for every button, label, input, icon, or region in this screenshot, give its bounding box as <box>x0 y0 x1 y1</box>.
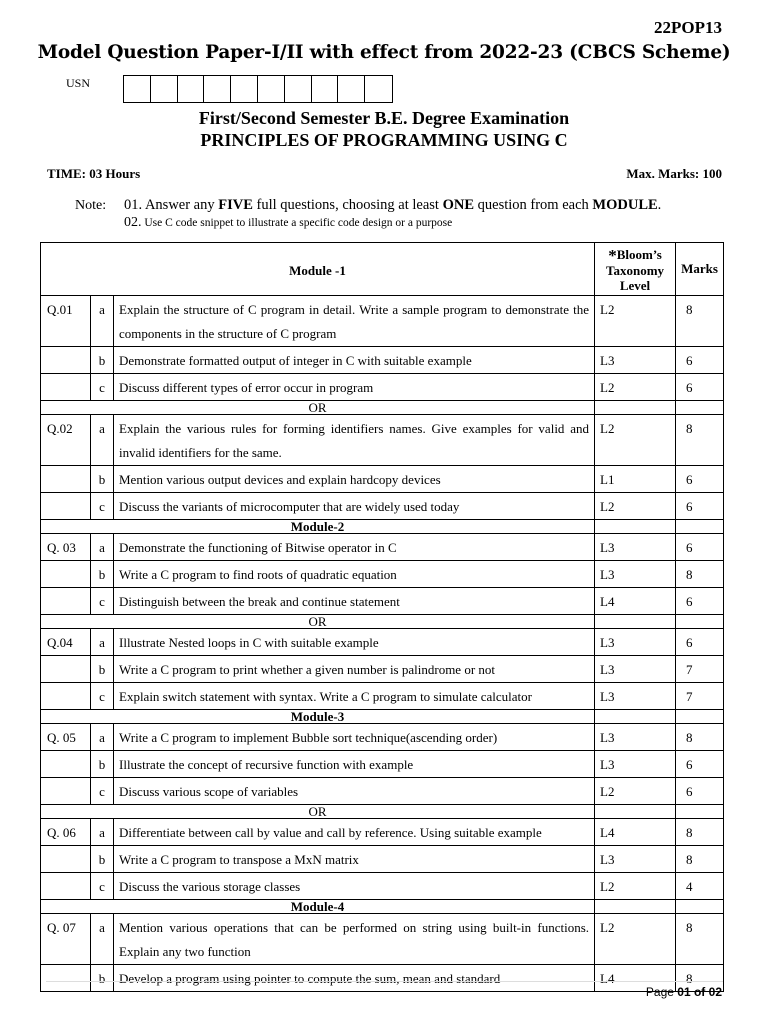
usn-box <box>204 76 231 102</box>
note-1-emphasis-one: ONE <box>442 197 475 213</box>
table-row <box>41 374 724 401</box>
question-text: Write a C program to print whether a given number is palindrome or not <box>114 656 595 683</box>
sub-question: b <box>91 347 114 374</box>
blooms-heading-line: Taxonomy <box>605 263 665 278</box>
question-number <box>41 683 91 710</box>
blooms-level: L3 <box>595 724 676 751</box>
module-4-divider: Module-4 <box>41 900 595 914</box>
sub-question: c <box>91 873 114 900</box>
table-row <box>41 415 724 466</box>
blooms-heading-line: Bloom’s <box>616 247 662 262</box>
marks: 6 <box>676 347 724 374</box>
marks: 6 <box>676 751 724 778</box>
question-text: Write a C program to find roots of quadratic equation <box>114 561 595 588</box>
usn-box <box>258 76 285 102</box>
table-row <box>41 534 724 561</box>
marks: 6 <box>676 778 724 805</box>
page-total: 02 <box>708 985 722 999</box>
question-number <box>41 751 91 778</box>
blooms-star: * <box>608 246 617 265</box>
table-row <box>41 683 724 710</box>
or-divider: OR <box>41 615 595 629</box>
exam-heading <box>0 107 768 151</box>
table-row <box>41 493 724 520</box>
question-text: Differentiate between call by value and call by reference. Using suitable example <box>114 819 595 846</box>
question-text: Demonstrate formatted output of integer in C with suitable example <box>114 347 595 374</box>
page-of: of <box>690 985 709 999</box>
module-2-divider: Module-2 <box>41 520 595 534</box>
question-number <box>41 846 91 873</box>
question-text: Explain switch statement with syntax. Write a C program to simulate calculator <box>114 683 595 710</box>
divider-empty-cell <box>595 401 676 415</box>
blooms-level: L2 <box>595 415 676 466</box>
question-number: Q. 03 <box>41 534 91 561</box>
note-2-number: 02. <box>124 215 142 230</box>
question-text: Explain the structure of C program in detail. Write a sample program to demonstrate the components in the structure of C program <box>114 296 595 347</box>
question-text: Mention various operations that can be performed on string using built-in functions. Explain any two function <box>114 914 595 965</box>
exam-time: TIME: 03 Hours <box>47 166 141 181</box>
usn-box <box>124 76 151 102</box>
table-row <box>41 296 724 347</box>
table-row <box>41 965 724 992</box>
sub-question: c <box>91 493 114 520</box>
sub-question: b <box>91 751 114 778</box>
divider-empty-cell <box>676 710 724 724</box>
question-text: Mention various output devices and explain hardcopy devices <box>114 466 595 493</box>
table-row <box>41 656 724 683</box>
or-divider-row <box>41 401 724 415</box>
module-divider-row <box>41 520 724 534</box>
divider-empty-cell <box>676 900 724 914</box>
usn-box <box>231 76 258 102</box>
or-divider: OR <box>41 805 595 819</box>
blooms-level: L3 <box>595 683 676 710</box>
question-number: Q.04 <box>41 629 91 656</box>
module-3-divider: Module-3 <box>41 710 595 724</box>
module-divider-row <box>41 710 724 724</box>
question-number <box>41 374 91 401</box>
sub-question: b <box>91 965 114 992</box>
table-row <box>41 873 724 900</box>
sub-question: c <box>91 683 114 710</box>
table-row <box>41 347 724 374</box>
question-number <box>41 466 91 493</box>
blooms-level: L3 <box>595 629 676 656</box>
note-2-text: Use C code snippet to illustrate a specific code design or a purpose <box>144 217 453 229</box>
question-number <box>41 588 91 615</box>
table-row <box>41 819 724 846</box>
sub-question: a <box>91 296 114 347</box>
sub-question: a <box>91 819 114 846</box>
table-row <box>41 561 724 588</box>
sub-question: b <box>91 466 114 493</box>
table-row <box>41 751 724 778</box>
divider-empty-cell <box>676 520 724 534</box>
usn-label: USN <box>66 76 91 90</box>
question-number: Q.01 <box>41 296 91 347</box>
note-1-text: Answer any <box>144 197 219 213</box>
sub-question: c <box>91 374 114 401</box>
table-row <box>41 466 724 493</box>
blooms-level: L2 <box>595 493 676 520</box>
note-1-emphasis-five: FIVE <box>218 197 253 213</box>
marks: 8 <box>676 415 724 466</box>
question-number <box>41 873 91 900</box>
marks: 6 <box>676 493 724 520</box>
table-row <box>41 724 724 751</box>
usn-box <box>178 76 205 102</box>
divider-empty-cell <box>595 900 676 914</box>
question-number: Q. 06 <box>41 819 91 846</box>
table-row <box>41 629 724 656</box>
marks: 7 <box>676 683 724 710</box>
sub-question: a <box>91 629 114 656</box>
footer-divider <box>46 981 723 982</box>
sub-question: b <box>91 656 114 683</box>
blooms-level: L2 <box>595 873 676 900</box>
module-heading: Module -1 <box>41 243 595 296</box>
table-row <box>41 914 724 965</box>
marks: 8 <box>676 561 724 588</box>
marks: 8 <box>676 819 724 846</box>
blooms-heading-line: Level <box>619 278 651 293</box>
marks: 6 <box>676 588 724 615</box>
or-divider-row <box>41 805 724 819</box>
question-number: Q.02 <box>41 415 91 466</box>
max-marks: Max. Marks: 100 <box>626 166 722 181</box>
page-label: Page <box>645 985 678 999</box>
note-1-text: full questions, choosing at least <box>252 197 443 213</box>
subject-title: PRINCIPLES OF PROGRAMMING USING C <box>200 130 568 150</box>
exam-title: First/Second Semester B.E. Degree Examination <box>198 108 570 128</box>
sub-question: b <box>91 561 114 588</box>
question-text: Write a C program to transpose a MxN matrix <box>114 846 595 873</box>
note-label: Note: <box>75 198 107 213</box>
divider-empty-cell <box>676 615 724 629</box>
blooms-level: L4 <box>595 588 676 615</box>
usn-box <box>365 76 392 102</box>
table-row <box>41 588 724 615</box>
question-text: Write a C program to implement Bubble sort technique(ascending order) <box>114 724 595 751</box>
question-text: Discuss different types of error occur in program <box>114 374 595 401</box>
divider-empty-cell <box>676 805 724 819</box>
blooms-level: L2 <box>595 778 676 805</box>
divider-empty-cell <box>595 615 676 629</box>
module-divider-row <box>41 900 724 914</box>
note-1-emphasis-module: MODULE <box>592 197 658 213</box>
page-footer <box>646 985 722 999</box>
sub-question: a <box>91 914 114 965</box>
sub-question: c <box>91 778 114 805</box>
blooms-level: L3 <box>595 846 676 873</box>
marks: 4 <box>676 873 724 900</box>
note-1-text: question from each <box>474 197 593 213</box>
question-table <box>40 242 724 992</box>
marks: 6 <box>676 374 724 401</box>
usn-box <box>312 76 339 102</box>
marks: 7 <box>676 656 724 683</box>
or-divider: OR <box>41 401 595 415</box>
subject-code: 22POP13 <box>654 18 722 37</box>
note-1-number: 01. <box>124 197 143 213</box>
sub-question: c <box>91 588 114 615</box>
question-text: Illustrate the concept of recursive function with example <box>114 751 595 778</box>
marks: 6 <box>676 534 724 561</box>
usn-box <box>338 76 365 102</box>
question-number <box>41 347 91 374</box>
question-number: Q. 05 <box>41 724 91 751</box>
usn-box <box>151 76 178 102</box>
blooms-level: L3 <box>595 534 676 561</box>
sub-question: a <box>91 415 114 466</box>
question-text: Distinguish between the break and continue statement <box>114 588 595 615</box>
note-2 <box>124 215 452 231</box>
blooms-level: L4 <box>595 819 676 846</box>
question-text: Discuss the various storage classes <box>114 873 595 900</box>
sub-question: a <box>91 534 114 561</box>
question-text: Explain the various rules for forming identifiers names. Give examples for valid and invalid identifiers for the same. <box>114 415 595 466</box>
divider-empty-cell <box>595 520 676 534</box>
question-text: Develop a program using pointer to compute the sum, mean and standard <box>114 965 595 992</box>
table-row <box>41 778 724 805</box>
note-1-text: . <box>657 197 662 213</box>
marks-heading: Marks <box>676 243 724 296</box>
question-text: Demonstrate the functioning of Bitwise operator in C <box>114 534 595 561</box>
marks: 6 <box>676 629 724 656</box>
marks: 8 <box>676 846 724 873</box>
question-number <box>41 778 91 805</box>
table-header-row <box>41 243 724 296</box>
blooms-level: L3 <box>595 561 676 588</box>
question-text: Illustrate Nested loops in C with suitable example <box>114 629 595 656</box>
blooms-level: L4 <box>595 965 676 992</box>
page-number: 01 <box>677 985 691 999</box>
usn-box <box>285 76 312 102</box>
question-text: Discuss various scope of variables <box>114 778 595 805</box>
question-number <box>41 561 91 588</box>
blooms-level: L2 <box>595 374 676 401</box>
question-number: Q. 07 <box>41 914 91 965</box>
marks: 8 <box>676 914 724 965</box>
divider-empty-cell <box>676 401 724 415</box>
marks: 8 <box>676 724 724 751</box>
blooms-level: L2 <box>595 914 676 965</box>
divider-empty-cell <box>595 805 676 819</box>
sub-question: a <box>91 724 114 751</box>
question-number <box>41 656 91 683</box>
blooms-level: L3 <box>595 751 676 778</box>
question-number <box>41 493 91 520</box>
question-text: Discuss the variants of microcomputer that are widely used today <box>114 493 595 520</box>
marks: 8 <box>676 296 724 347</box>
blooms-level: L1 <box>595 466 676 493</box>
blooms-level: L3 <box>595 656 676 683</box>
question-number <box>41 965 91 992</box>
blooms-level: L3 <box>595 347 676 374</box>
note-1 <box>124 197 661 214</box>
sub-question: b <box>91 846 114 873</box>
or-divider-row <box>41 615 724 629</box>
divider-empty-cell <box>595 710 676 724</box>
usn-boxes <box>123 75 393 103</box>
blooms-level: L2 <box>595 296 676 347</box>
table-row <box>41 846 724 873</box>
marks: 8 <box>676 965 724 992</box>
blooms-heading <box>595 243 676 296</box>
marks: 6 <box>676 466 724 493</box>
model-paper-title: Model Question Paper-I/II with effect from 2022-23 (CBCS Scheme) <box>37 42 731 63</box>
